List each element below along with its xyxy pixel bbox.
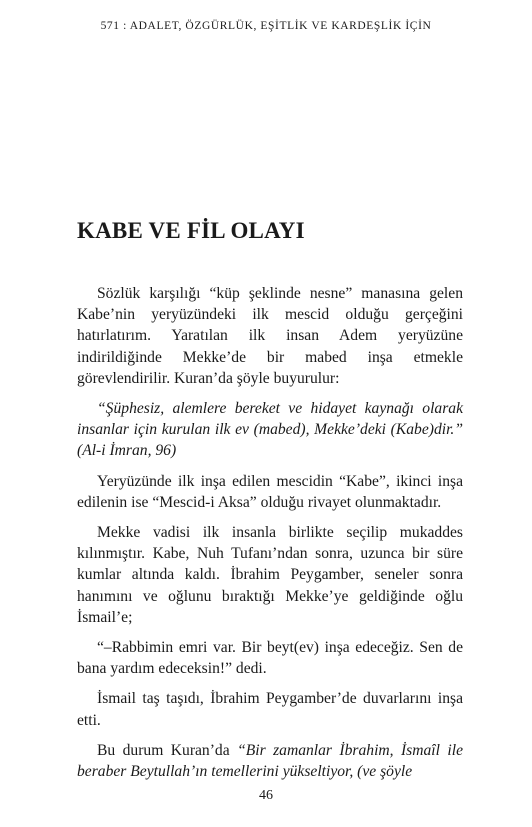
paragraph: “–Rabbimin emri var. Bir beyt(ev) inşa edeceğiz. Sen de bana yardım edeceksin!” dedi. <box>77 639 463 678</box>
quran-quote-inline: “Bir zamanlar İbrahim, İsmaîl ile beraber Beytullah’ın temellerini yükseltiyor, (ve şöyle <box>77 741 463 781</box>
paragraph: Mekke vadisi ilk insanla birlikte seçilip mukaddes kılınmıştır. Kabe, Nuh Tufanı’ndan sonra, uzunca bir süre kumlar altında kaldı. İbrahim Peygamber, seneler sonra hanımını ve oğlunu bıraktığı Mekke’ye geldiğinde oğlu İsmail’e; <box>77 524 463 626</box>
paragraph: Sözlük karşılığı “küp şeklinde nesne” manasına gelen Kabe’nin yeryüzündeki ilk mescid olduğu gerçeğini hatırlatırım. Yaratılan ilk insan Adem yeryüzüne indirildiğinde Mekke’de bir mabed inşa etmekle görevlendirilir. Kuran’da şöyle buyurulur: <box>77 285 463 387</box>
paragraph <box>77 740 463 782</box>
paragraph: İsmail taş taşıdı, İbrahim Peygamber’de duvarlarını inşa etti. <box>77 690 463 729</box>
paragraph: Yeryüzünde ilk inşa edilen mescidin “Kabe”, ikinci inşa edilenin ise “Mescid-i Aksa” olduğu rivayet olunmaktadır. <box>77 472 463 511</box>
page-number: 46 <box>259 788 273 803</box>
paragraph-lead: Bu durum Kuran’da <box>97 741 238 759</box>
running-header: 571 : ADALET, ÖZGÜRLÜK, EŞİTLİK VE KARDEŞLİK İÇİN <box>100 20 432 32</box>
chapter-title: KABE VE FİL OLAYI <box>77 218 305 243</box>
quran-quote: “Şüphesiz, alemlere bereket ve hidayet kaynağı olarak insanlar için kurulan ilk ev (mabed), Mekke’deki (Kabe)dir.” (Al-i İmran, 96) <box>77 400 463 460</box>
body-text <box>77 283 463 782</box>
